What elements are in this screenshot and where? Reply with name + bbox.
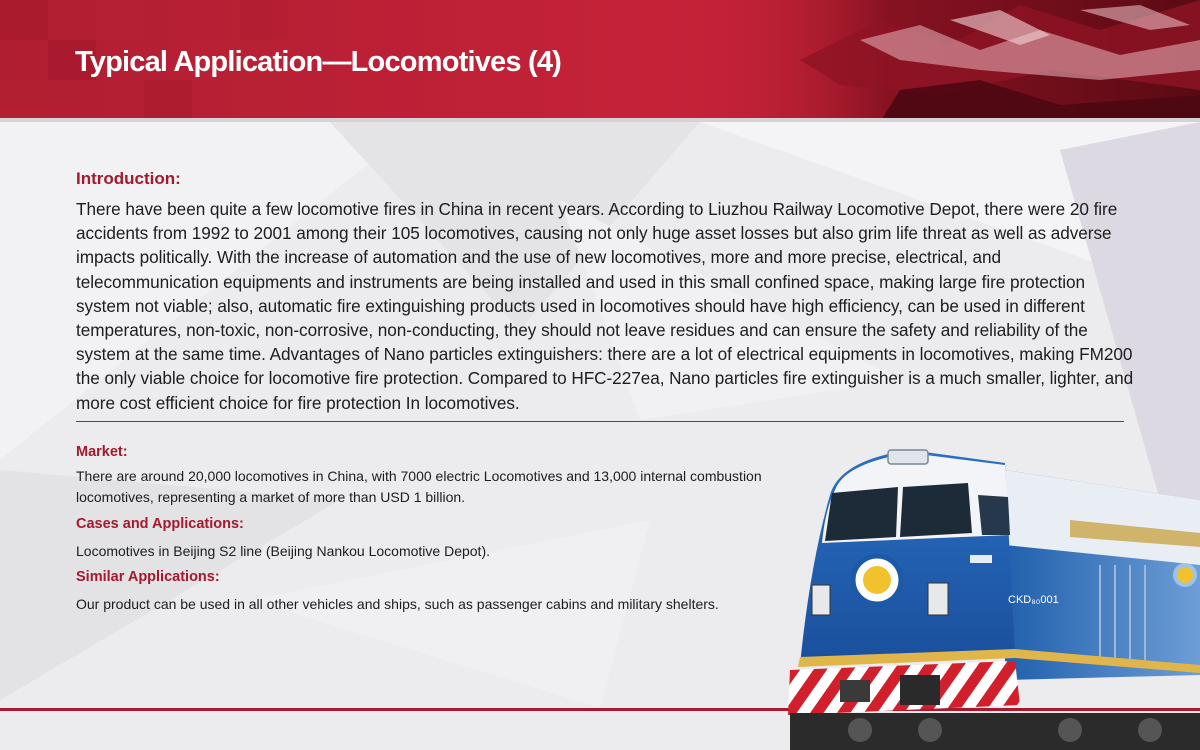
cases-heading: Cases and Applications:	[76, 516, 244, 532]
market-text: There are around 20,000 locomotives in China, with 7000 electric Locomotives and 13,000 internal combustion locomotives, representing a market of more than USD 1 billion.	[76, 468, 762, 505]
mountain-image	[720, 0, 1200, 122]
page-title: Typical Application—Locomotives (4)	[75, 46, 562, 78]
market-heading: Market:	[76, 444, 128, 460]
introduction-text: There have been quite a few locomotive fires in China in recent years. According to Liuzhou Railway Locomotive Depot, there were 20 fire accidents from 1992 to 2001 among their 105 locomotives, causing not only huge asset losses but also grim life threat as well as adverse impacts politically. With the increase of automation and the use of new locomotives, more and more precise, electrical, and telecommunication equipments and instruments are being installed and used in this small confined space, making large fire protection system not viable; also, automatic fire extinguishing products used in locomotives should have high efficiency, can be used in different temperatures, non-toxic, non-corrosive, non-conducting, they should not leave residues and can ensure the safety and reliability of the system at the same time. Advantages of Nano particles extinguishers: there are a lot of electrical equipments in locomotives, making FM200 the only viable choice for locomotive fire protection. Compared to HFC-227ea, Nano particles fire extinguisher is a much smaller, lighter, and more cost efficient choice for fire protection In locomotives.	[76, 199, 1134, 413]
similar-heading: Similar Applications:	[76, 569, 220, 585]
train-number-plate: CKD₈₀001	[1008, 594, 1059, 606]
locomotive-image	[770, 425, 1200, 750]
introduction-heading: Introduction:	[76, 169, 181, 188]
cases-text: Locomotives in Beijing S2 line (Beijing Nankou Locomotive Depot).	[76, 543, 490, 559]
header-band	[0, 0, 1200, 122]
similar-text: Our product can be used in all other vehicles and ships, such as passenger cabins and military shelters.	[76, 596, 719, 612]
header-underline	[0, 118, 1200, 122]
section-divider	[76, 421, 1124, 422]
